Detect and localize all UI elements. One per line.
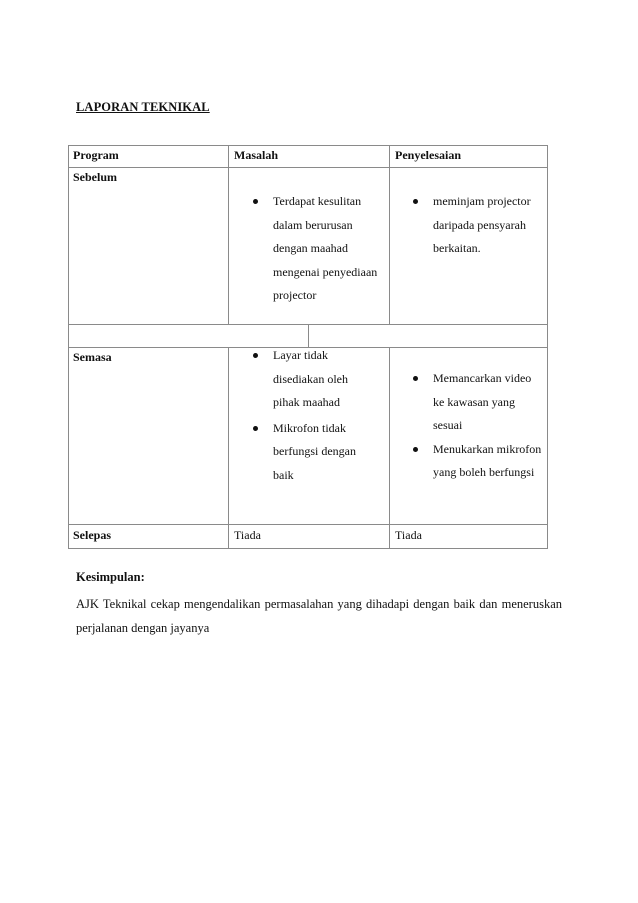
row-label-semasa: Semasa: [73, 350, 112, 364]
conclusion-text: AJK Teknikal cekap mengendalikan permasalahan yang dihadapi dengan baik dan meneruskan perjalanan dengan jayanya: [76, 597, 562, 635]
bullet-icon: [253, 199, 258, 204]
masalah-selepas: Tiada: [234, 528, 261, 542]
document-title: LAPORAN TEKNIKAL: [76, 100, 210, 114]
row-label-sebelum: Sebelum: [73, 170, 118, 184]
masalah-text: Layar tidak disediakan oleh pihak maahad: [273, 348, 348, 410]
table-col-divider-1a: [228, 145, 229, 324]
list-item: [249, 190, 389, 308]
penyelesaian-selepas: Tiada: [395, 528, 422, 542]
table-border-bottom: [68, 548, 548, 549]
table-border-right: [547, 145, 548, 549]
conclusion-label: Kesimpulan:: [76, 570, 145, 584]
penyelesaian-list-sebelum: [409, 190, 541, 261]
list-item: [249, 344, 371, 415]
table-col-divider-2b: [389, 347, 390, 548]
header-masalah: Masalah: [234, 148, 279, 162]
penyelesaian-text: meminjam projector daripada pensyarah berkaitan.: [433, 194, 531, 256]
table-col-divider-2a: [389, 145, 390, 324]
table-border-left: [68, 145, 69, 549]
masalah-list-sebelum: [249, 190, 389, 308]
table-line-semasa: [68, 524, 548, 525]
list-item: [409, 190, 541, 261]
table-line-header: [68, 167, 548, 168]
table-border-top: [68, 145, 548, 146]
list-item: [249, 417, 371, 488]
masalah-text: Terdapat kesulitan dalam berurusan dengan maahad mengenai penyediaan projector: [273, 194, 378, 303]
table-col-divider-1b: [228, 347, 229, 548]
bullet-icon: [413, 447, 418, 452]
list-item: [409, 367, 543, 438]
bullet-icon: [253, 353, 258, 358]
bullet-icon: [413, 199, 418, 204]
list-item: [409, 438, 543, 485]
bullet-icon: [413, 376, 418, 381]
penyelesaian-list-semasa: [409, 367, 543, 485]
masalah-text: Mikrofon tidak berfungsi dengan baik: [273, 420, 356, 482]
header-penyelesaian: Penyelesaian: [395, 148, 461, 162]
penyelesaian-text: Memancarkan video ke kawasan yang sesuai: [433, 371, 532, 433]
penyelesaian-text: Menukarkan mikrofon yang boleh berfungsi: [433, 441, 542, 480]
masalah-list-semasa: [249, 344, 371, 488]
bullet-icon: [253, 426, 258, 431]
header-program: Program: [73, 148, 119, 162]
row-label-selepas: Selepas: [73, 528, 112, 542]
